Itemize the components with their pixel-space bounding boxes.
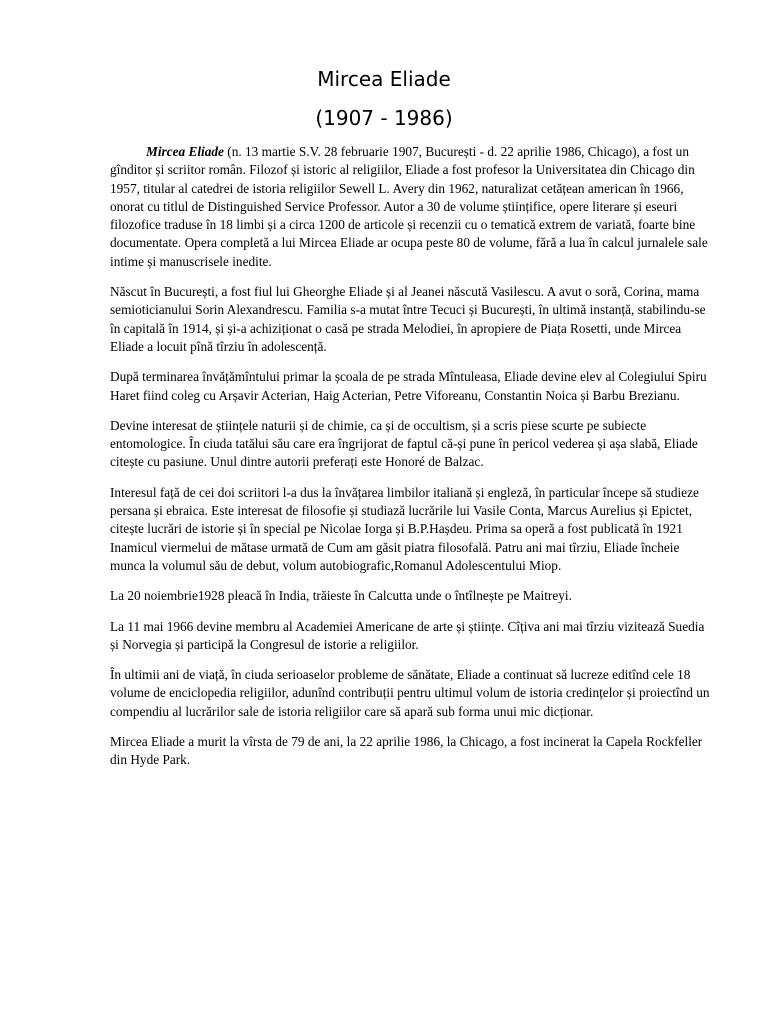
paragraph-interests: Devine interesat de științele naturii și de chimie, ca și de occultism, și a scris piese scurte pe subiecte entomologice. În ciuda tatălui său care era îngrijorat de faptul că-și pune în pericol vederea și așa slabă, Eliade citește cu pasiune. Unul dintre autorii preferați este Honoré de Balzac. bbox=[110, 417, 698, 470]
document-years: (1907 - 1986) bbox=[315, 106, 453, 130]
paragraph-school: După terminarea învățămîntului primar la școala de pe strada Mîntuleasa, Eliade devine elev al Colegiului Spiru Haret fiind coleg cu Arșavir Acterian, Haig Acterian, Petre Viforeanu, Constantin Noica și Barbu Brezianu. bbox=[110, 369, 707, 403]
intro-name: Mircea Eliade bbox=[146, 144, 224, 159]
paragraph-death: Mircea Eliade a murit la vîrsta de 79 de ani, la 22 aprilie 1986, la Chicago, a fost incinerat la Capela Rockfeller din Hyde Park. bbox=[110, 734, 703, 768]
paragraph-academy: La 11 mai 1966 devine membru al Academiei Americane de arte și științe. Cîțiva ani mai tîrziu vizitează Suedia și Norvegia și participă la Congresul de istorie a religiilor. bbox=[110, 618, 705, 652]
paragraph-intro bbox=[110, 143, 714, 271]
paragraph-last-years: În ultimii ani de viață, în ciuda serioaselor probleme de sănătate, Eliade a continuat să lucreze editînd cele 18 volume de enciclopedia religiilor, adunînd contribuții pentru ultimul volum de istoria credințelor și proiectînd un compendiu al lucrărilor sale de istoria religiilor care să apară sub forma unui mic dicționar. bbox=[110, 667, 710, 719]
paragraph-intro-text: (n. 13 martie S.V. 28 februarie 1907, București - d. 22 aprilie 1986, Chicago), a fost un gînditor și scriitor român. Filozof și istoric al religiilor, Eliade a fost profesor la Universitatea din Chicago din 1957, titular al catedrei de istoria religiilor Sewell L. Avery din 1962, naturalizat cetățean american în 1966, onorat cu titlul de Distinguished Service Professor. Autor a 30 de volume științifice, opere literare și eseuri filozofice traduse în 18 limbi și a circa 1200 de articole și recenzii cu o tematică extrem de variată, foarte bine documentate. Opera completă a lui Mircea Eliade ar ocupa peste 80 de volume, fără a lua în calcul jurnalele sale intime și manuscrisele inedite. bbox=[110, 144, 708, 269]
paragraph-languages: Interesul față de cei doi scriitori l-a dus la învățarea limbilor italiană și engleză, în particular începe să studieze persana și ebraica. Este interesat de filosofie și studiază lucrările lui Vasile Conta, Marcus Aurelius și Epictet, citește lucrări de istorie și în special pe Nicolae Iorga și B.P.Hașdeu. Prima sa operă a fost publicată în 1921 Inamicul viermelui de mătase urmată de Cum am găsit piatra filosofală. Patru ani mai tîrziu, Eliade încheie munca la volumul său de debut, volum autobiografic,Romanul Adolescentului Miop. bbox=[110, 484, 699, 573]
document-title: Mircea Eliade bbox=[317, 67, 451, 91]
paragraph-india: La 20 noiembrie1928 pleacă în India, trăieste în Calcutta unde o întîlnește pe Maitreyi. bbox=[110, 588, 572, 604]
paragraph-birth: Născut în București, a fost fiul lui Gheorghe Eliade și al Jeanei născută Vasilescu. A avut o soră, Corina, mama semioticianului Sorin Alexandrescu. Familia s-a mutat între Tecuci și București, în ultimă instanță, stabilindu-se în capitală în 1914, și și-a achiziționat o casă pe strada Melodiei, în apropiere de Piața Rosetti, unde Mircea Eliade a locuit pînă tîrziu în adolescență. bbox=[110, 284, 706, 354]
document-body bbox=[110, 143, 714, 782]
